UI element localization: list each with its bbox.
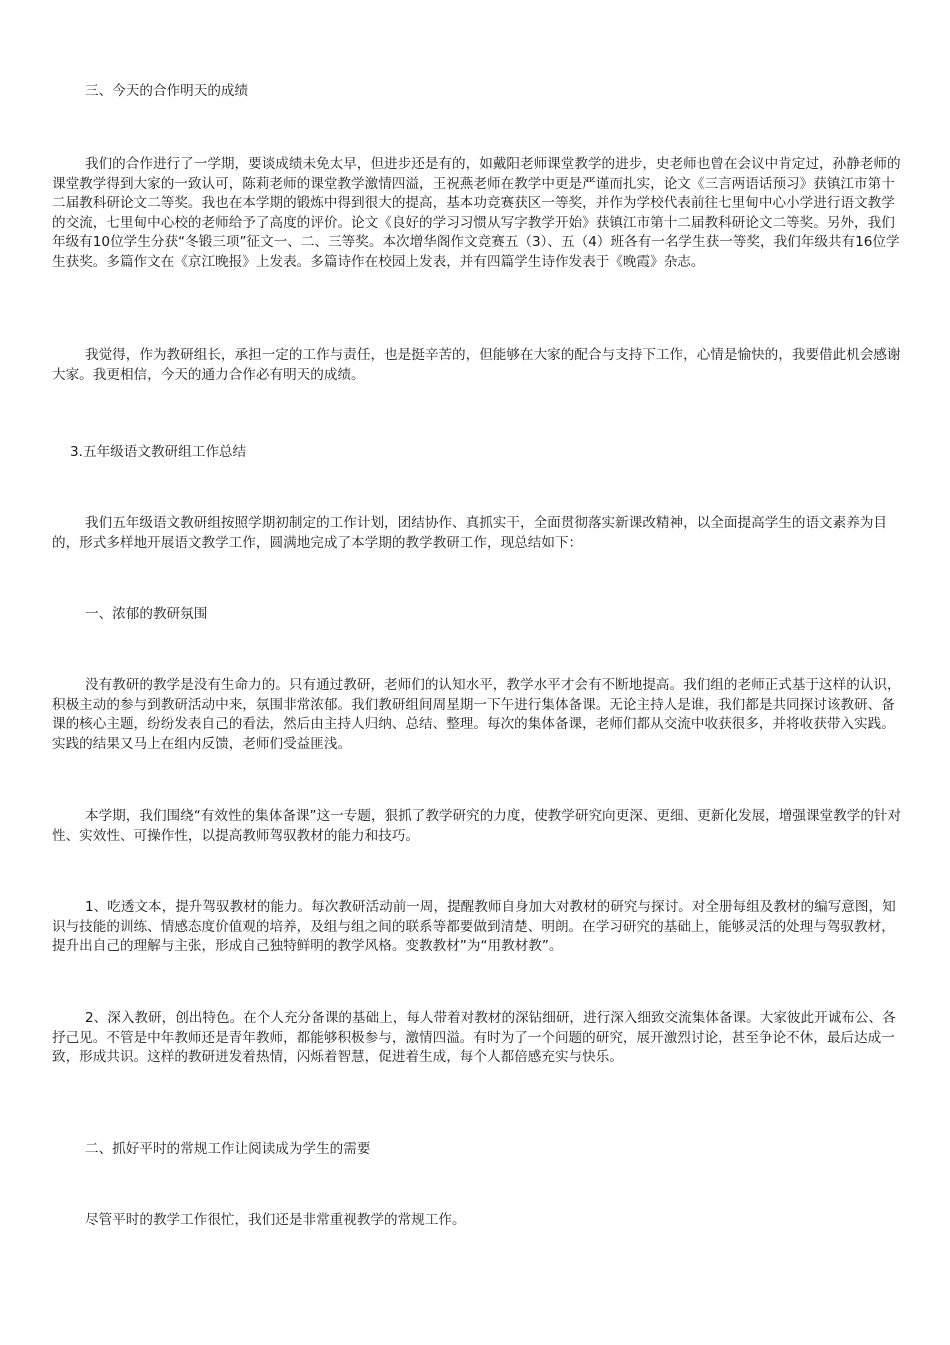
paragraph-item-1: 1、吃透文本，提升驾驭教材的能力。每次教研活动前一周，提醒教师自身加大对教材的研究与探讨。对全册每组及教材的编写意图，知识与技能的训练、情感态度价值观的培养，及组与组之间的联系等都要做到清楚、明朗。在学习研究的基础上，能够灵活的处理与驾驭教材，提升出自己的理解与主张，形成自己独特鲜明的教学风格。变教教材”为“用教材教”。 bbox=[52, 899, 896, 954]
paragraph-achievements: 我们的合作进行了一学期，要谈成绩未免太早，但进步还是有的，如戴阳老师课堂教学的进步，史老师也曾在会议中肯定过，孙静老师的课堂教学得到大家的一致认可，陈莉老师的课堂教学激情四溢，王祝燕老师在教学中更是严谨而扎实，论文《三言两语话预习》获镇江市第十二届教科研论文二等奖。我也在本学期的锻炼中得到很大的提高，基本功竞赛获区一等奖，并作为学校代表前往七里甸中心小学进行语文教学的交流，七里甸中心校的老师给予了高度的评价。论文《良好的学习习惯从写字教学开始》获镇江市第十二届教科研论文二等奖。另外，我们年级有10位学生分获“冬锻三项”征文一、二、三等奖。本次增华阁作文竞赛五（3）、五（4）班各有一名学生获一等奖，我们年级共有16位学生获奖。多篇作文在《京江晚报》上发表。多篇诗作在校园上发表，并有四篇学生诗作发表于《晚霞》杂志。 bbox=[52, 156, 901, 270]
paragraph-intro: 我们五年级语文教研组按照学期初制定的工作计划，团结协作、真抓实干，全面贯彻落实新课改精神，以全面提高学生的语文素养为目的，形式多样地开展语文教学工作，圆满地完成了本学期的教学教研工作，现总结如下： bbox=[52, 515, 888, 551]
paragraph-topic: 本学期，我们围绕“有效性的集体备课”这一专题，狠抓了教学研究的力度，使教学研究向更深、更细、更新化发展，增强课堂教学的针对性、实效性、可操作性，以提高教师驾驭教材的能力和技巧。 bbox=[52, 808, 902, 844]
paragraph-item-2: 2、深入教研，创出特色。在个人充分备课的基础上，每人带着对教材的深钻细研，进行深入细致交流集体备课。大家彼此开诚布公、各抒己见。不管是中年教师还是青年教师，都能够积极参与，激情四溢。有时为了一个问题的研究，展开激烈讨论，甚至争论不休，最后达成一致，形成共识。这样的教研迸发着热情，闪烁着智慧，促进着生成，每个人都倍感充实与快乐。 bbox=[52, 1010, 896, 1065]
paragraph-thanks: 我觉得，作为教研组长，承担一定的工作与责任，也是挺辛苦的，但能够在大家的配合与支持下工作，心情是愉快的，我要借此机会感谢大家。我更相信，今天的通力合作必有明天的成绩。 bbox=[52, 347, 901, 383]
section-heading-2: 二、抓好平时的常规工作让阅读成为学生的需要 bbox=[85, 1141, 371, 1157]
paragraph-atmosphere: 没有教研的教学是没有生命力的。只有通过教研，老师们的认知水平，教学水平才会有不断地提高。我们组的老师正式基于这样的认识，积极主动的参与到教研活动中来，氛围非常浓郁。我们教研组间周星期一下午进行集体备课。无论主持人是谁，我们都是共同探讨该教研、备课的核心主题，纷纷发表自己的看法，然后由主持人归纳、总结、整理。每次的集体备课，老师们都从交流中收获很多，并将收获带入实践。实践的结果又马上在组内反馈，老师们受益匪浅。 bbox=[52, 677, 901, 752]
document-title: 3.五年级语文教研组工作总结 bbox=[70, 444, 247, 460]
paragraph-routine: 尽管平时的教学工作很忙，我们还是非常重视教学的常规工作。 bbox=[85, 1212, 466, 1228]
section-heading-3: 三、今天的合作明天的成绩 bbox=[85, 83, 249, 99]
section-heading-1: 一、浓郁的教研氛围 bbox=[85, 606, 208, 622]
